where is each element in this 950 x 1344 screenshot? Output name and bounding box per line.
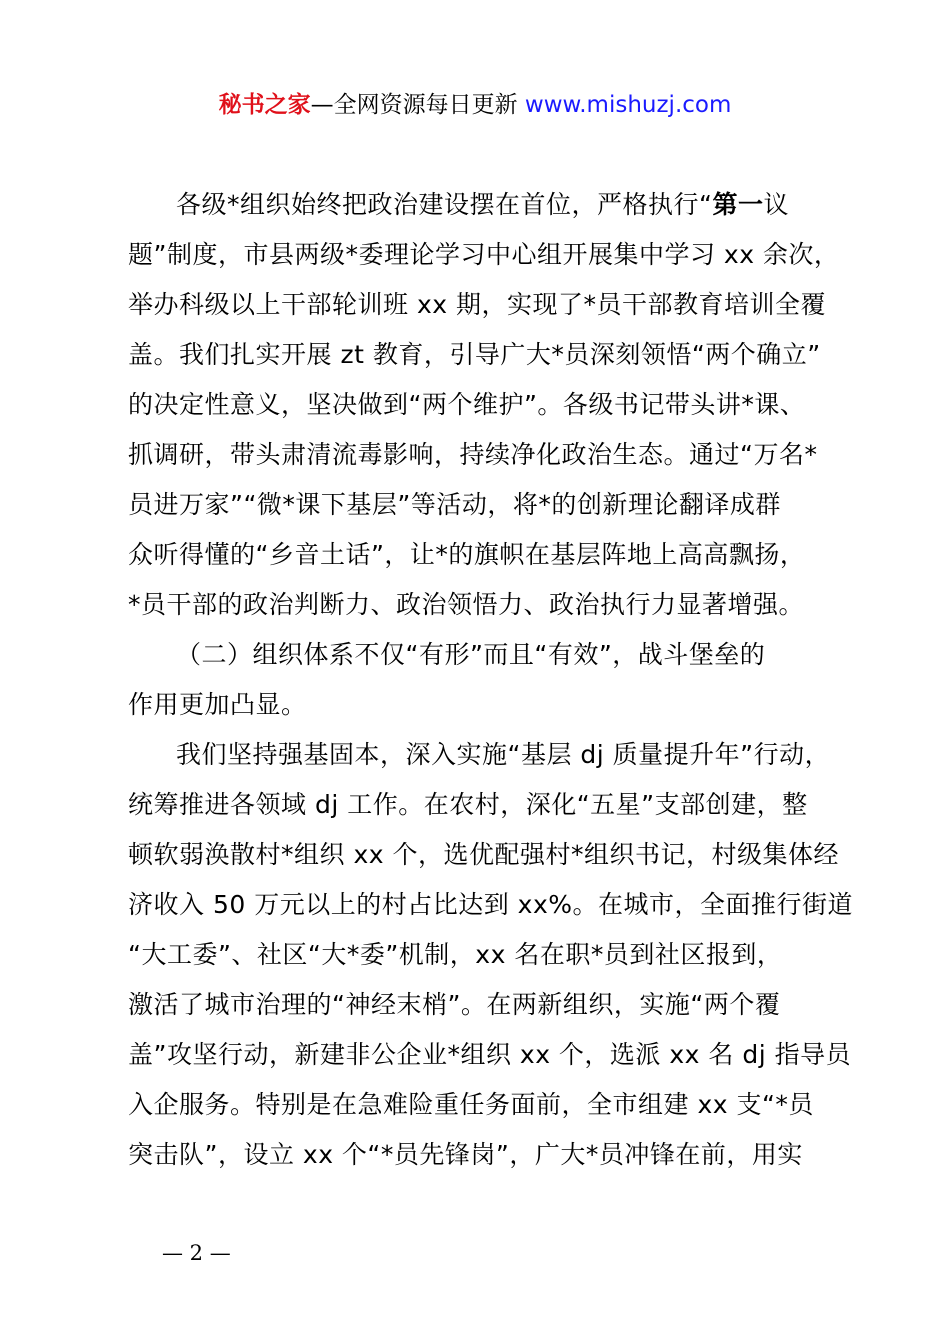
text-span: 各级*组织始终把政治建设摆在首位，严格执行“ xyxy=(176,190,713,219)
paragraph-line: 的决定性意义，坚决做到“两个维护”。各级书记带头讲*课、 xyxy=(128,390,806,419)
page-number: — 2 — xyxy=(162,1241,231,1265)
paragraph-line: 我们坚持强基固本，深入实施“基层 dj 质量提升年”行动， xyxy=(176,740,831,769)
site-url-link[interactable]: www.mishuzj.com xyxy=(524,92,732,118)
paragraph-line: 举办科级以上干部轮训班 xx 期，实现了*员干部教育培训全覆 xyxy=(128,290,826,319)
paragraph-line: 激活了城市治理的“神经末梢”。在两新组织，实施“两个覆 xyxy=(128,990,781,1019)
paragraph-line: 盖。我们扎实开展 zt 教育，引导广大*员深刻领悟“两个确立” xyxy=(128,340,821,369)
paragraph-line: 员进万家”“微*课下基层”等活动，将*的创新理论翻译成群 xyxy=(128,490,781,519)
paragraph-line: 入企服务。特别是在急难险重任务面前，全市组建 xx 支“*员 xyxy=(128,1090,814,1119)
header-tagline: —全网资源每日更新 xyxy=(310,92,525,118)
paragraph-line: 抓调研，带头肃清流毒影响，持续净化政治生态。通过“万名* xyxy=(128,440,818,469)
paragraph-line: 题”制度，市县两级*委理论学习中心组开展集中学习 xx 余次， xyxy=(128,240,840,269)
section-heading-line: 作用更加凸显。 xyxy=(128,690,307,719)
paragraph-line: 盖”攻坚行动，新建非公企业*组织 xx 个，选派 xx 名 dj 指导员 xyxy=(128,1040,852,1069)
paragraph-line: 众听得懂的“乡音土话”，让*的旗帜在基层阵地上高高飘扬， xyxy=(128,540,806,569)
paragraph-line: 统筹推进各领域 dj 工作。在农村，深化“五星”支部创建，整 xyxy=(128,790,808,819)
paragraph-line: *员干部的政治判断力、政治领悟力、政治执行力显著增强。 xyxy=(128,590,805,619)
bold-text-span: 第一 xyxy=(712,190,764,219)
site-header xyxy=(0,88,950,122)
paragraph-line: “大工委”、社区“大*委”机制，xx 名在职*员到社区报到， xyxy=(128,940,783,969)
paragraph-line: 突击队”，设立 xx 个“*员先锋岗”，广大*员冲锋在前，用实 xyxy=(128,1140,803,1169)
paragraph-line xyxy=(176,187,828,223)
section-heading-line: （二）组织体系不仅“有形”而且“有效”，战斗堡垒的 xyxy=(176,640,766,669)
brand-name: 秘书之家 xyxy=(218,92,311,118)
text-span: 议 xyxy=(763,190,789,219)
paragraph-line: 顿软弱涣散村*组织 xx 个，选优配强村*组织书记，村级集体经 xyxy=(128,840,839,869)
paragraph-line: 济收入 50 万元以上的村占比达到 xx%。在城市，全面推行街道 xyxy=(128,890,853,919)
